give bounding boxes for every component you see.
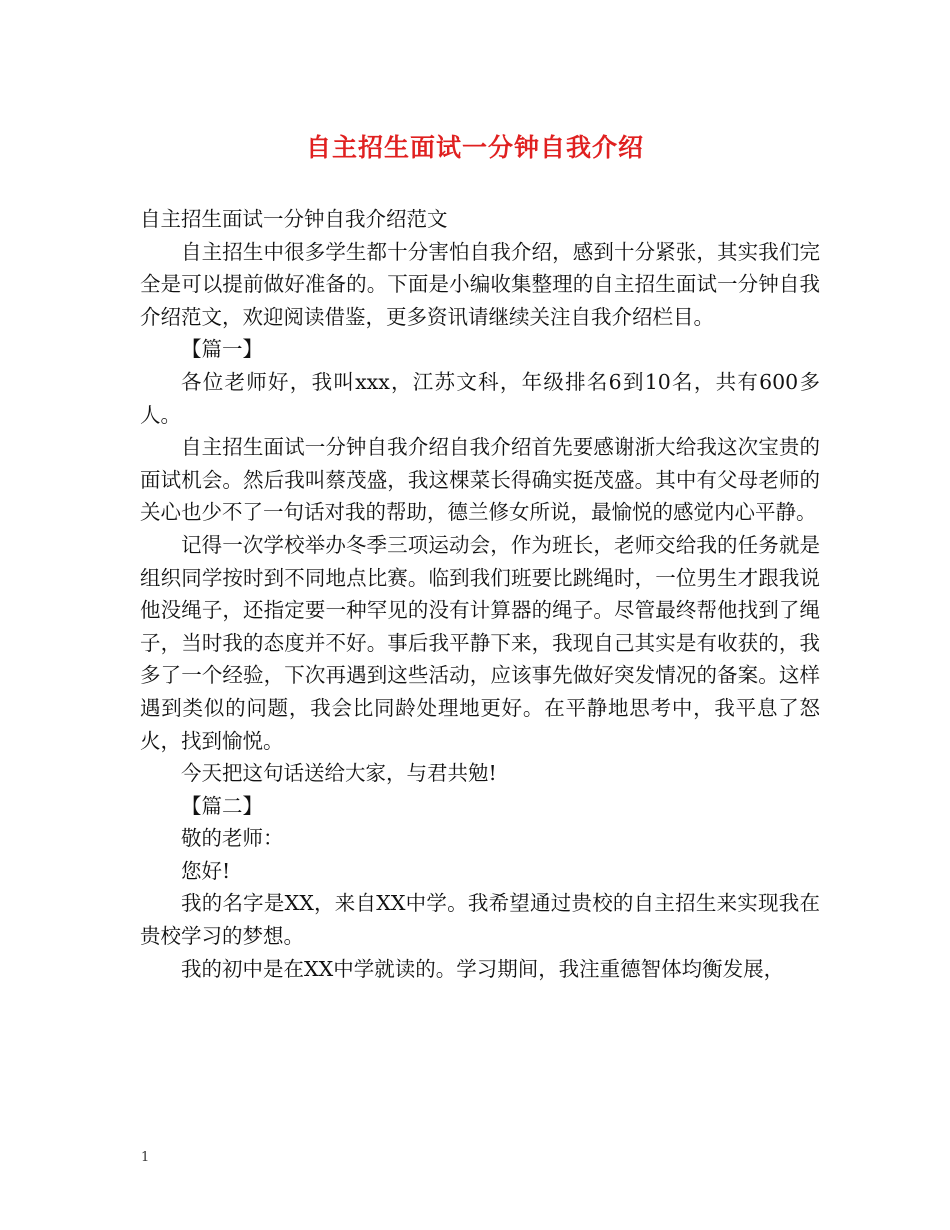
paragraph: 记得一次学校举办冬季三项运动会，作为班长，老师交给我的任务就是组织同学按时到不同地点比赛。临到我们班要比跳绳时，一位男生才跟我说他没绳子，还指定要一种罕见的没有计算器的绳子。尽管最终帮他找到了绳子，当时我的态度并不好。事后我平静下来，我现自己其实是有收获的，我多了一个经验，下次再遇到这些活动，应该事先做好突发情况的备案。这样遇到类似的问题，我会比同龄处理地更好。在平静地思考中，我平息了怒火，找到愉悦。 xyxy=(140,532,820,753)
page-number: 1 xyxy=(141,1150,150,1165)
section-heading: 【篇二】 xyxy=(181,793,263,818)
paragraph: 您好! xyxy=(181,858,231,883)
document-title: 自主招生面试一分钟自我介绍 xyxy=(305,133,644,162)
paragraph: 各位老师好，我叫xxx，江苏文科，年级排名6到10名，共有600多人。 xyxy=(140,369,820,427)
section-heading: 【篇一】 xyxy=(181,337,263,362)
paragraph: 今天把这句话送给大家，与君共勉! xyxy=(181,761,497,786)
paragraph: 自主招生面试一分钟自我介绍范文 xyxy=(140,207,448,231)
paragraph: 自主招生中很多学生都十分害怕自我介绍，感到十分紧张，其实我们完全是可以提前做好准备的。下面是小编收集整理的自主招生面试一分钟自我介绍范文，欢迎阅读借鉴，更多资讯请继续关注自我介绍栏目。 xyxy=(140,239,820,329)
paragraph: 我的名字是XX，来自XX中学。我希望通过贵校的自主招生来实现我在贵校学习的梦想。 xyxy=(140,891,820,949)
paragraph: 我的初中是在XX中学就读的。学习期间，我注重德智体均衡发展， xyxy=(181,956,785,981)
paragraph: 敬的老师： xyxy=(181,826,284,851)
document-body xyxy=(140,203,820,985)
paragraph: 自主招生面试一分钟自我介绍自我介绍首先要感谢浙大给我这次宝贵的面试机会。然后我叫蔡茂盛，我这棵菜长得确实挺茂盛。其中有父母老师的关心也少不了一句话对我的帮助，德兰修女所说，最愉悦的感觉内心平静。 xyxy=(140,435,820,525)
